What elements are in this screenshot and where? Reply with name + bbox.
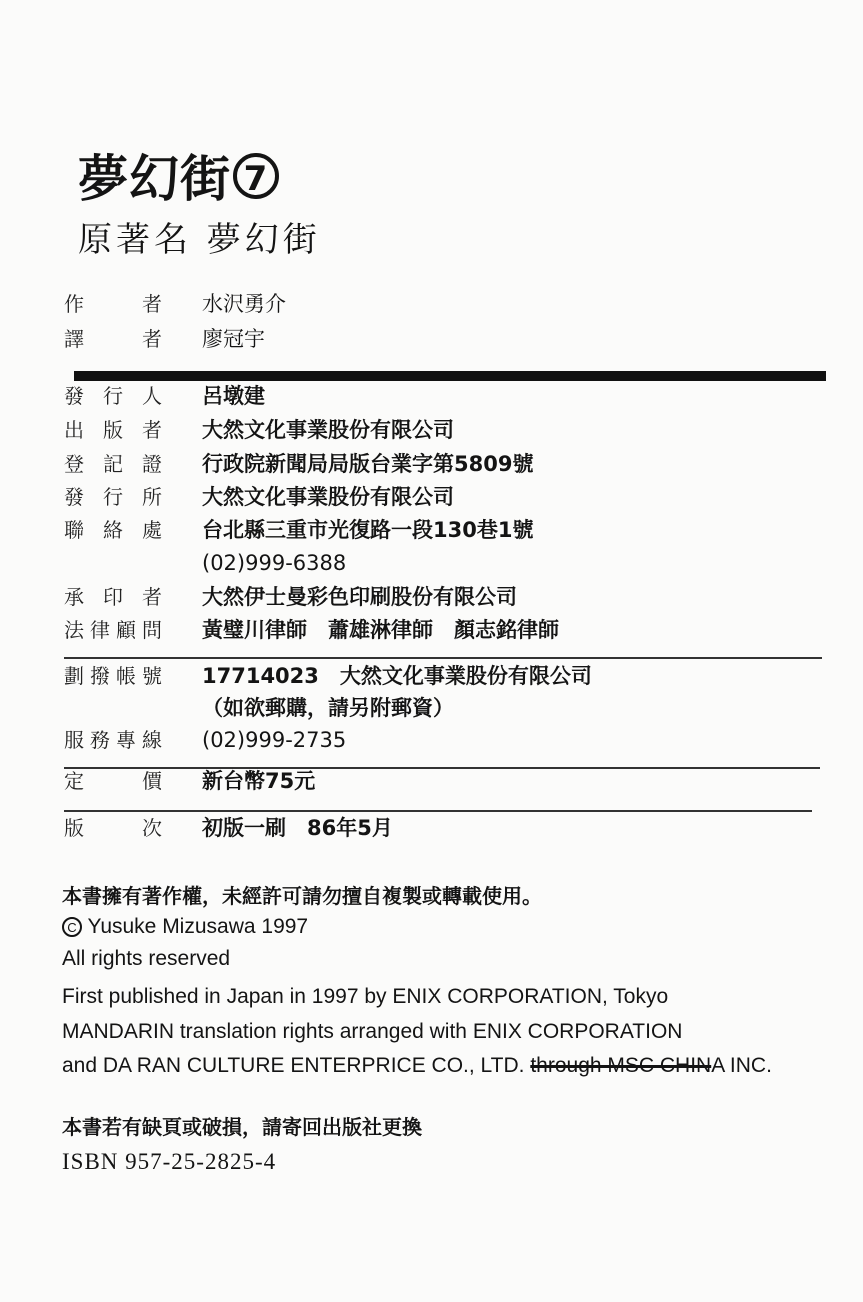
rights-line-3-struck: through MSC CHIN: [530, 1054, 712, 1077]
replacement-notice: 本書若有缺頁或破損，請寄回出版社更換: [62, 1115, 422, 1139]
original-title: 原著名 夢幻街: [78, 220, 321, 260]
service-label: 服務專線: [64, 728, 164, 752]
divider: [64, 657, 822, 659]
publishing-label: 發行所: [64, 485, 164, 509]
copyright-line: [62, 911, 308, 943]
copyright-notice: 本書擁有著作權，未經許可請勿擅自複製或轉載使用。: [62, 884, 542, 908]
publishing-label: 出版者: [64, 418, 164, 442]
thick-divider: [74, 371, 826, 381]
transfer-value: 17714023 大然文化事業股份有限公司: [202, 664, 592, 688]
book-title: [78, 150, 279, 208]
copyright-holder: Yusuke Mizusawa 1997: [87, 915, 309, 938]
isbn: ISBN 957-25-2825-4: [62, 1149, 277, 1174]
publishing-value: 大然文化事業股份有限公司: [202, 485, 454, 509]
volume-number-badge: 7: [233, 153, 279, 199]
rights-line-3: [62, 1050, 772, 1082]
price-value: 新台幣75元: [202, 769, 316, 793]
publishing-label: 承印者: [64, 585, 164, 609]
publishing-value: 行政院新聞局局版台業字第5809號: [202, 452, 534, 476]
publishing-value: 呂墩建: [202, 384, 265, 408]
title-main: 夢幻街: [78, 150, 231, 208]
rights-line-3-end: A INC.: [711, 1054, 772, 1077]
publishing-label: 發行人: [64, 384, 164, 408]
edition-value: 初版一刷 86年5月: [202, 816, 393, 840]
copyright-symbol: C: [62, 917, 82, 937]
price-label: 定價: [64, 769, 164, 793]
rights-reserved: All rights reserved: [62, 947, 231, 970]
publishing-value: 台北縣三重市光復路一段130巷1號: [202, 518, 534, 542]
credit-value: 廖冠宇: [202, 327, 265, 351]
publishing-value: 大然文化事業股份有限公司: [202, 418, 454, 442]
credit-label: 譯者: [64, 327, 164, 351]
rights-line-3-start: and DA RAN CULTURE ENTERPRICE CO., LTD.: [62, 1054, 531, 1077]
publishing-label: 聯絡處: [64, 518, 164, 542]
publishing-value: (02)999-6388: [202, 551, 347, 575]
divider: [64, 810, 812, 812]
divider: [64, 767, 820, 769]
rights-line-2: MANDARIN translation rights arranged with ENIX CORPORATION: [62, 1020, 683, 1043]
publishing-value: 大然伊士曼彩色印刷股份有限公司: [202, 585, 517, 609]
transfer-note: （如欲郵購，請另附郵資）: [202, 696, 454, 720]
transfer-label: 劃撥帳號: [64, 664, 164, 688]
publishing-label: 法律顧問: [64, 618, 164, 642]
edition-label: 版次: [64, 816, 164, 840]
rights-line-1: First published in Japan in 1997 by ENIX CORPORATION, Tokyo: [62, 985, 669, 1008]
publishing-value: 黃璧川律師 蕭雄淋律師 顏志銘律師: [202, 618, 559, 642]
credit-value: 水沢勇介: [202, 292, 286, 316]
publishing-label: 登記證: [64, 452, 164, 476]
credit-label: 作者: [64, 292, 164, 316]
service-value: (02)999-2735: [202, 728, 347, 752]
